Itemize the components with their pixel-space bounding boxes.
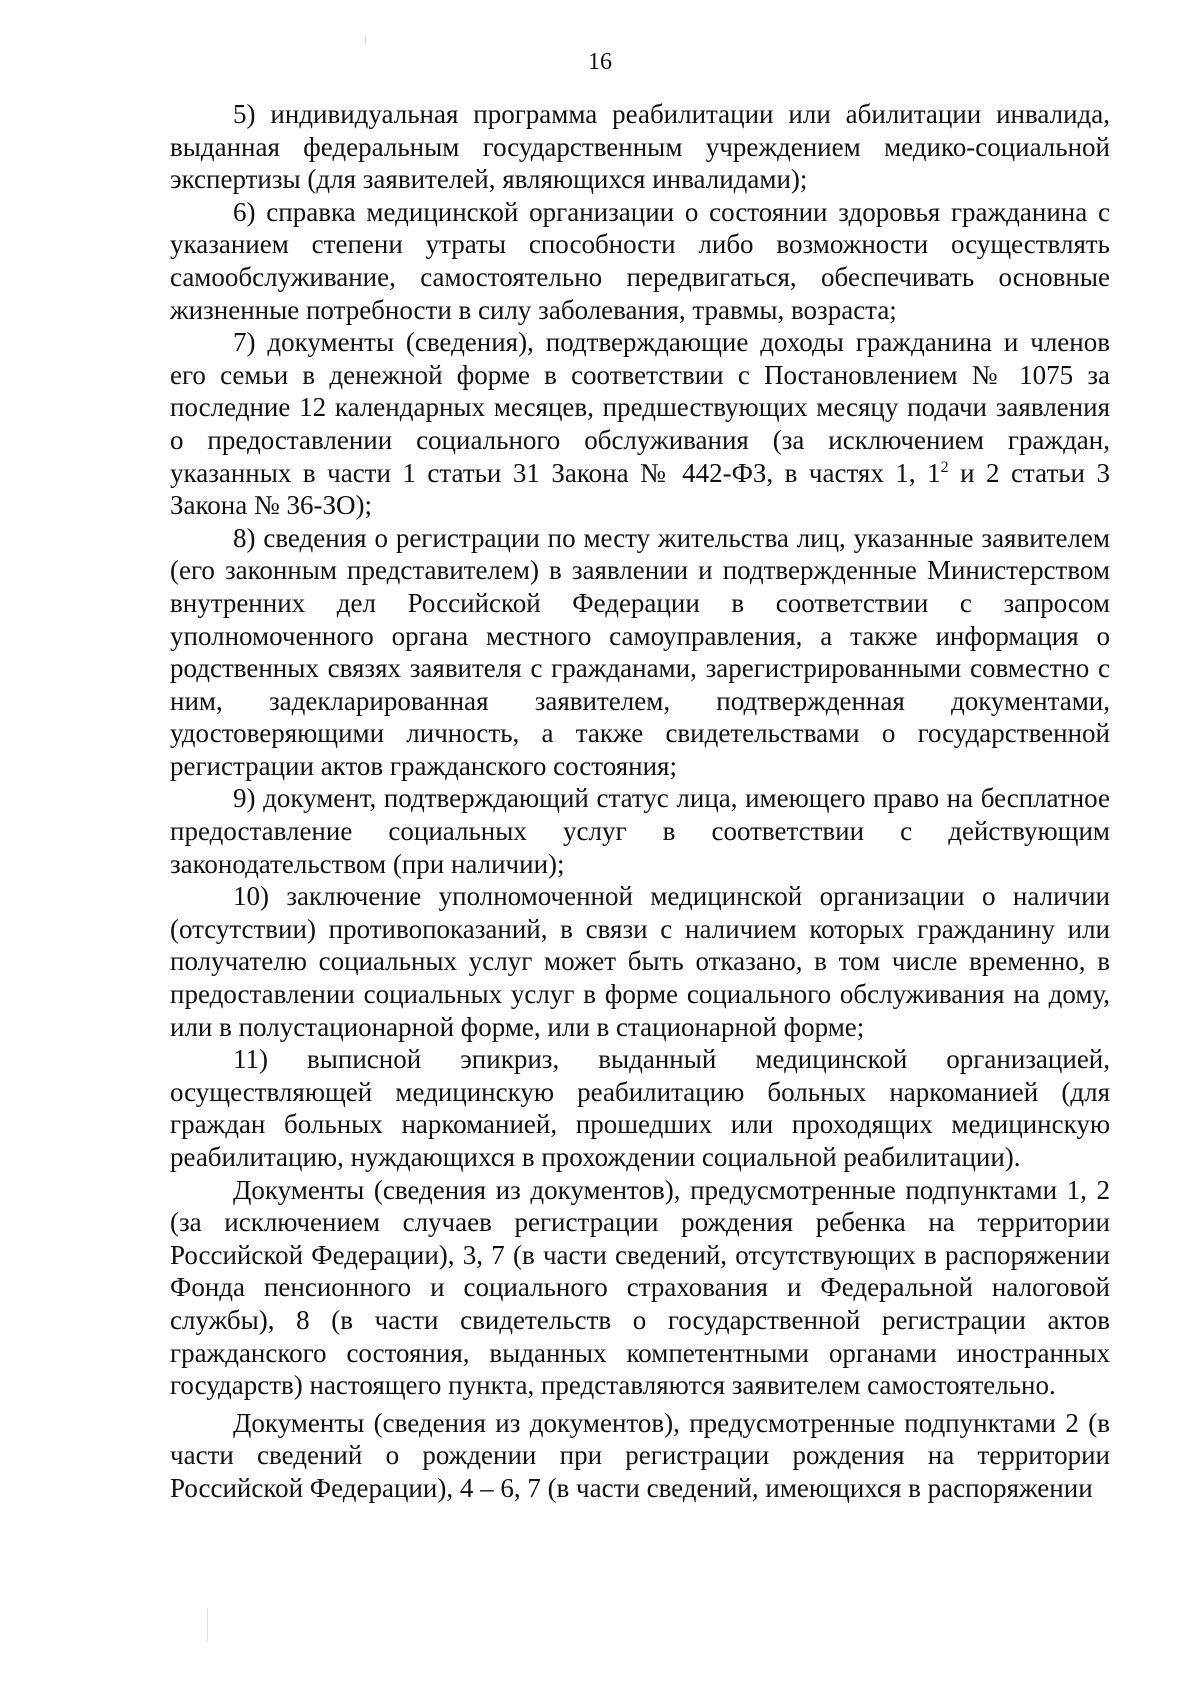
paragraph-item-6: 6) справка медицинской организации о состоянии здоровья гражданина с указанием степени утраты способности либо возможности осуществлять самообслуживание, самостоятельно передвигаться, обеспечивать основные жизненные потребности в силу заболевания, травмы, возраста; [170, 196, 1110, 325]
paragraph-item-10: 10) заключение уполномоченной медицинской организации о наличии (отсутствии) противопоказаний, в связи с наличием которых гражданину или получателю социальных услуг может быть отказано, в том числе временно, в предоставлении социальных услуг в форме социального обслуживания на дому, или в полустационарной форме, или в стационарной форме; [170, 881, 1110, 1042]
paragraph-documents-interagency: Документы (сведения из документов), предусмотренные подпунктами 2 (в части сведений о рождении при регистрации рождения на территории Российской Федерации), 4 – 6, 7 (в части сведений, имеющихся в распоряжении [170, 1407, 1110, 1503]
page-number: 16 [588, 49, 612, 75]
paragraph-documents-self: Документы (сведения из документов), предусмотренные подпунктами 1, 2 (за исключением случаев регистрации рождения ребенка на территории Российской Федерации), 3, 7 (в части сведений, отсутствующих в распоряжении Фонда пенсионного и социального страхования и Федеральной налоговой службы), 8 (в части свидетельств о государственной регистрации актов гражданского состояния, выданных компетентными органами иностранных государств) настоящего пункта, представляются заявителем самостоятельно. [170, 1174, 1110, 1401]
scan-mark-left [207, 1608, 208, 1642]
superscript-two: 2 [940, 458, 949, 476]
paragraph-item-8: 8) сведения о регистрации по месту жительства лиц, указанные заявителем (его законным представителем) в заявлении и подтвержденные Министерством внутренних дел Российской Федерации в соответствии с запросом уполномоченного органа местного самоуправления, а также информация о родственных связях заявителя с гражданами, зарегистрированными совместно с ним, задекларированная заявителем, подтвержденная документами, удостоверяющими личность, а также свидетельствами о государственной регистрации актов гражданского состояния; [170, 522, 1110, 781]
paragraph-item-7-text: 7) документы (сведения), подтверждающие доходы гражданина и членов его семьи в денежной форме в соответствии с Постановлением № 1075 за последние 12 календарных месяцев, предшествующих месяцу подачи заявления о предоставлении социального обслуживания (за исключением граждан, указанных в части 1 статьи 31 Закона № 442-ФЗ, в частях 1, 1 [170, 327, 1110, 488]
paragraph-item-9: 9) документ, подтверждающий статус лица, имеющего право на бесплатное предоставление социальных услуг в соответствии с действующим законодательством (при наличии); [170, 783, 1110, 879]
paragraph-item-7-text-end: и 2 статьи 3 Закона № 36-ЗО); [170, 457, 1110, 521]
paragraph-item-7 [170, 326, 1110, 522]
scan-mark-top [365, 36, 366, 44]
document-body [170, 98, 1110, 1505]
paragraph-item-11: 11) выписной эпикриз, выданный медицинской организацией, осуществляющей медицинскую реабилитацию больных наркоманией (для граждан больных наркоманией, прошедших или проходящих медицинскую реабилитацию, нуждающихся в прохождении социальной реабилитации). [170, 1044, 1110, 1172]
paragraph-item-5: 5) индивидуальная программа реабилитации или абилитации инвалида, выданная федеральным государственным учреждением медико-социальной экспертизы (для заявителей, являющихся инвалидами); [170, 99, 1110, 195]
